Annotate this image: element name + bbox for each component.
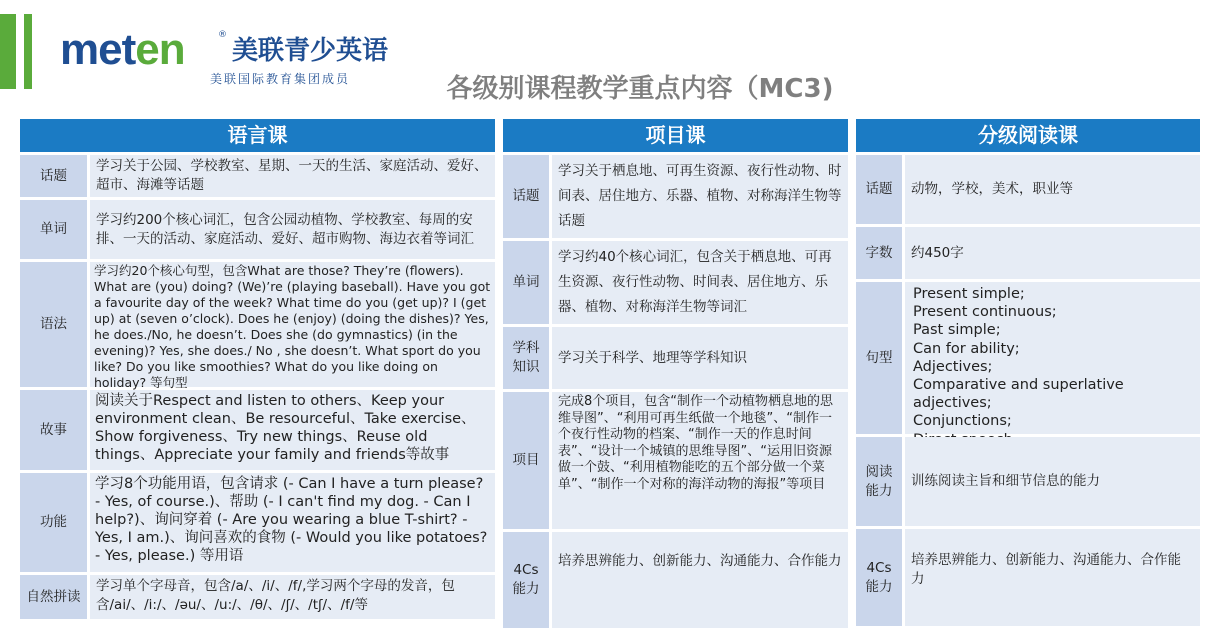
reading-course-header: 分级阅读课 bbox=[856, 119, 1200, 152]
logo-registered-mark: ® bbox=[218, 30, 227, 40]
table-row bbox=[856, 437, 1200, 526]
row-value: 动物，学校，美术，职业等 bbox=[905, 155, 1200, 224]
language-course-header: 语言课 bbox=[20, 119, 495, 152]
table-row bbox=[503, 532, 848, 628]
logo-chinese-name: 美联青少英语 bbox=[232, 36, 389, 66]
table-row bbox=[20, 200, 495, 259]
row-value: 完成8个项目，包含“制作一个动植物栖息地的思维导图”、“利用可再生纸做一个地毯”、“制作一个夜行性动物的档案、“制作一天的作息时间表”、“设计一个城镇的思维导图”、“运用旧资源做一个鼓、“利用植物能吃的五个部分做一个菜单”、“制作一个对称的海洋动物的海报”等项目 bbox=[552, 392, 848, 529]
row-value: 学习8个功能用语，包含请求 (- Can I have a turn please? - Yes, of course.)、帮助 (- I can't find my dog. - Can I help?)、询问穿着 (- Are you wearing a blue T-shirt? - Yes, I am.)、询问喜欢的食物 (- Would you like potatoes? - Yes, please.) 等用语 bbox=[90, 473, 495, 572]
row-label: 单词 bbox=[503, 241, 549, 324]
table-row bbox=[503, 241, 848, 324]
list-item: Comparative and superlative adjectives; bbox=[913, 377, 1124, 412]
page-title: 各级别课程教学重点内容（MC3) bbox=[446, 74, 834, 104]
logo-wordmark: meten bbox=[60, 25, 185, 74]
accent-bar-narrow bbox=[24, 14, 32, 89]
row-label: 句型 bbox=[856, 282, 902, 434]
row-value: 学习约200个核心词汇，包含公园动植物、学校教室、每周的安排、一天的活动、家庭活动、爱好、超市购物、海边衣着等词汇 bbox=[90, 200, 495, 259]
table-row bbox=[856, 155, 1200, 224]
row-label: 字数 bbox=[856, 227, 902, 279]
list-item: Present continuous; bbox=[913, 304, 1057, 321]
table-row bbox=[20, 473, 495, 572]
table-row bbox=[20, 575, 495, 619]
list-item: Present simple; bbox=[913, 286, 1025, 302]
project-course-column bbox=[503, 119, 848, 628]
table-row bbox=[20, 262, 495, 390]
logo-subtitle: 美联国际教育集团成员 bbox=[210, 72, 351, 86]
list-item: Past simple; bbox=[913, 322, 1001, 339]
project-course-header: 项目课 bbox=[503, 119, 848, 152]
list-item: Adjectives; bbox=[913, 358, 993, 375]
table-row bbox=[856, 227, 1200, 279]
row-value: 学习关于科学、地理等学科知识 bbox=[552, 327, 848, 389]
row-value: 学习关于公园、学校教室、星期、一天的生活、家庭活动、爱好、超市、海滩等话题 bbox=[90, 155, 495, 197]
row-label: 话题 bbox=[503, 155, 549, 238]
row-value: 学习约40个核心词汇，包含关于栖息地、可再生资源、夜行性动物、时间表、居住地方、乐器、植物、对称海洋生物等词汇 bbox=[552, 241, 848, 324]
row-label: 功能 bbox=[20, 473, 87, 572]
table-row bbox=[503, 392, 848, 529]
table-row bbox=[503, 155, 848, 238]
table-row bbox=[856, 529, 1200, 626]
row-label: 4Cs能力 bbox=[856, 529, 902, 626]
row-label: 阅读能力 bbox=[856, 437, 902, 526]
row-label: 自然拼读 bbox=[20, 575, 87, 619]
table-row bbox=[503, 327, 848, 389]
accent-bar-wide bbox=[0, 14, 16, 89]
row-value: 学习关于栖息地、可再生资源、夜行性动物、时间表、居住地方、乐器、植物、对称海洋生物等话题 bbox=[552, 155, 848, 238]
list-item: Can for ability; bbox=[913, 340, 1020, 357]
table-row bbox=[856, 282, 1200, 434]
row-label: 项目 bbox=[503, 392, 549, 529]
row-value: 阅读关于Respect and listen to others、Keep your environment clean、Be resourceful、Take exercise、Show forgiveness、Try new things、Reuse old things、Appreciate your family and friends等故事 bbox=[90, 390, 495, 470]
list-item: Conjunctions; bbox=[913, 413, 1012, 430]
language-course-column bbox=[20, 119, 495, 619]
row-label: 4Cs能力 bbox=[503, 532, 549, 628]
row-value: 学习单个字母音，包含/a/、/i/、/f/,学习两个字母的发音，包含/ai/、/i:/、/əu/、/u:/、/θ/、/ʃ/、/tʃ/、/f/等 bbox=[90, 575, 495, 619]
row-label: 学科知识 bbox=[503, 327, 549, 389]
row-label: 故事 bbox=[20, 390, 87, 470]
row-value: 训练阅读主旨和细节信息的能力 bbox=[905, 437, 1200, 526]
reading-course-column bbox=[856, 119, 1200, 626]
row-label: 语法 bbox=[20, 262, 87, 387]
row-value: 培养思辨能力、创新能力、沟通能力、合作能力 bbox=[552, 532, 848, 628]
row-label: 话题 bbox=[20, 155, 87, 197]
row-value: 约450字 bbox=[905, 227, 1200, 279]
row-label: 单词 bbox=[20, 200, 87, 259]
table-row bbox=[20, 155, 495, 197]
row-value: 学习约20个核心句型，包含What are those? They’re (flowers). What are (you) doing? (We)’re (playing baseball). Have you got a favourite day of the week? What time do you (get up)? I (get up) at (seven o’clock). Does he (enjoy) (doing the dishes)? Yes, he does./No, he doesn’t. Does she (do gymnastics) (in the evening)? Yes, she does./ No , she doesn’t. What sport do you like? Do you like smoothies? What do you like doing on holiday? 等句型 bbox=[90, 262, 495, 387]
table-row bbox=[20, 390, 495, 470]
row-label: 话题 bbox=[856, 155, 902, 224]
row-value: 培养思辨能力、创新能力、沟通能力、合作能力 bbox=[905, 529, 1200, 626]
sentence-pattern-list bbox=[905, 282, 1200, 434]
